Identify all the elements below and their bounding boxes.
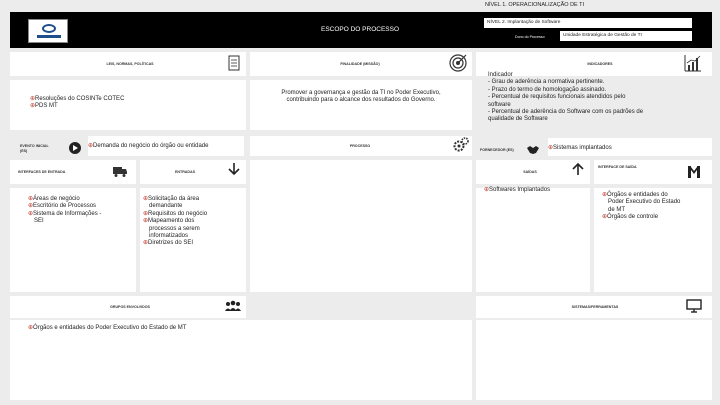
list-item: ⊕Diretrizes do SEI	[143, 240, 194, 247]
saidas-list	[484, 187, 550, 194]
list-item: ⊕Órgãos e entidades do Poder Executivo do Estado de MT	[28, 325, 187, 331]
gears-icon	[452, 137, 470, 153]
evento-text: ⊕Demanda do negócio do órgão ou entidade	[88, 143, 209, 149]
owner-field: Unidade Estratégica de Gestão de TI	[560, 31, 692, 41]
interfaces-entrada-title: INTERFACES DE ENTRADA	[18, 170, 66, 174]
finalidade-text: Promover a governança e gestão da TI no Poder Executivo, contribuindo para o alcance dos resultados do Governo.	[281, 90, 441, 104]
saidas-title: SAÍDAS	[523, 170, 537, 174]
leis-list	[30, 96, 124, 111]
people-icon	[224, 299, 242, 313]
entradas-title: ENTRADAS	[175, 170, 195, 174]
arrow-down-icon	[228, 162, 240, 176]
document-icon	[228, 54, 242, 72]
list-item: demandante	[149, 203, 183, 210]
level1-title: NÍVEL 1. OPERACIONALIZAÇÃO DE TI	[485, 2, 585, 8]
list-item: ⊕Requisitos do negócio	[143, 210, 208, 217]
hierarchy-icon	[686, 164, 702, 180]
list-item: ⊕Softwares Implantados	[484, 187, 551, 193]
logo	[28, 19, 68, 43]
level2-field: NÍVEL 2. Implantação de Software	[484, 18, 692, 28]
list-item: processos a serem	[149, 225, 200, 232]
list-item: ⊕PDS MT	[30, 103, 58, 110]
truck-icon	[112, 164, 128, 178]
interfaces-saida-list	[602, 192, 680, 222]
evento-label: EVENTO INICIAL (ES)	[20, 144, 49, 153]
interfaces-entrada-list	[28, 196, 101, 226]
arrow-up-icon	[572, 162, 584, 176]
list-item: ⊕Resoluções do COSINTe COTEC	[30, 96, 125, 102]
grupos-title: GRUPOS ENVOLVIDOS	[110, 305, 150, 309]
target-icon	[448, 53, 468, 73]
list-item: ⊕Sistema de Informações -	[28, 210, 102, 217]
sistemas-content	[476, 320, 712, 400]
list-item: ⊕Áreas de negócio	[28, 196, 80, 202]
sistemas-title: SISTEMAS/FERRAMENTAS	[571, 305, 619, 309]
fornecedor-text: ⊕Sistemas implantados	[548, 145, 612, 151]
list-item: ⊕Órgãos e entidades do	[602, 192, 668, 198]
list-item: ⊕Solicitação da área	[143, 196, 200, 202]
entradas-list	[143, 196, 207, 248]
list-item: ⊕Órgãos de controle	[602, 214, 659, 221]
bar-chart-icon	[684, 54, 702, 72]
saidas-content	[476, 188, 590, 292]
list-item: SEI	[34, 218, 44, 225]
interfaces-saida-title: INTERFACE DE SAÍDA	[598, 165, 637, 169]
processo-title: PROCESSO	[349, 144, 371, 148]
finalidade-title: FINALIDADE (MISSÃO)	[340, 62, 380, 66]
indicadores-title: INDICADORES	[587, 62, 613, 66]
fornecedor-label: FORNECEDOR (ES)	[480, 148, 514, 152]
play-icon	[68, 141, 82, 155]
list-item: Poder Executivo do Estado	[608, 199, 681, 206]
indicadores-list: Indicador - Grau de aderência a normativa pertinente. - Prazo do termo de homologação assinado. - Percentual de requisitos funcionais atendidos pelo software - Percentual de aderência do Software com os padrões de qualidade de Software	[488, 72, 644, 123]
list-item: informatizados	[149, 233, 189, 240]
grupos-list	[28, 325, 186, 332]
list-item: ⊕Escritório de Processos	[28, 203, 97, 210]
leis-title: LEIS, NORMAS, POLÍTICAS	[106, 62, 154, 66]
finalidade-content	[250, 80, 472, 130]
handshake-icon	[526, 143, 540, 155]
processo-content	[250, 160, 472, 292]
list-item: de MT	[608, 206, 626, 213]
monitor-icon	[686, 299, 702, 313]
owner-label: Dono do Processo	[515, 35, 545, 39]
list-item: ⊕Mapeamento dos	[143, 218, 195, 225]
page-title: ESCOPO DO PROCESSO	[320, 26, 400, 33]
